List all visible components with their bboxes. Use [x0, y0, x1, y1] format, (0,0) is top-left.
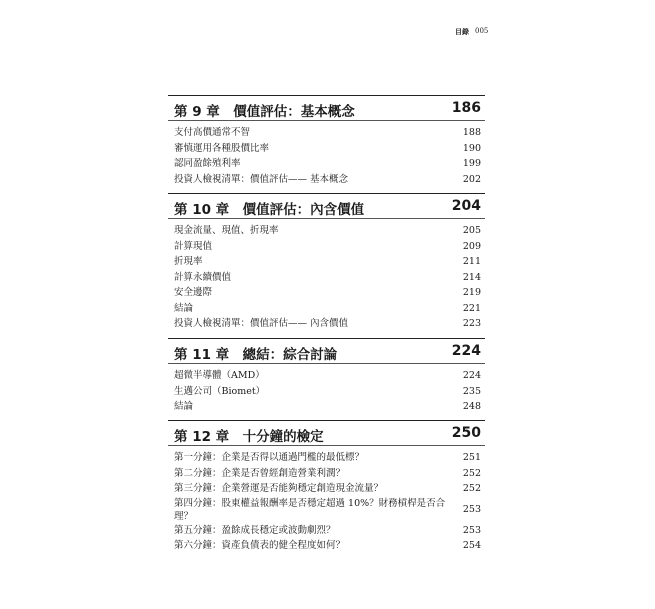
toc-entry	[168, 156, 485, 172]
toc-entry-page: 253	[462, 524, 481, 536]
chapter-heading	[168, 420, 485, 445]
chapter-rule	[168, 445, 485, 446]
toc-entry-page: 188	[462, 127, 481, 138]
toc-entry-label: 投資人檢視清單：價值評估—— 內含價值	[174, 318, 349, 329]
toc-entry-label: 結論	[174, 401, 194, 412]
toc-entry-page: 205	[462, 225, 481, 236]
toc-entry-label: 現金流量、現值、折現率	[174, 225, 279, 236]
toc-entry-page: 235	[462, 385, 481, 397]
chapter-9	[168, 95, 485, 187]
toc-entry-page: 199	[462, 158, 481, 169]
chapter-rule	[168, 120, 485, 121]
chapter-11	[168, 338, 485, 415]
running-head-title: 目錄	[455, 28, 469, 36]
toc-entry-label: 結論	[174, 302, 194, 314]
toc-entry-label: 計算永續價值	[174, 271, 232, 283]
toc-entry-label: 認同盈餘殖利率	[174, 158, 241, 169]
chapter-heading	[168, 338, 485, 363]
toc-entry	[168, 172, 485, 188]
toc-entry	[168, 239, 485, 255]
toc-entry-label: 第四分鐘：股東權益報酬率是否穩定超過 10%？財務槓桿是否合理？	[174, 497, 446, 522]
chapter-page-number: 250	[451, 425, 481, 441]
toc-entry-label: 折現率	[174, 256, 203, 267]
toc-entry	[168, 399, 485, 415]
toc-entry-label: 超微半導體（AMD）	[174, 370, 265, 381]
toc-entry	[168, 384, 485, 400]
toc-entry	[168, 301, 485, 317]
chapter-rule	[168, 218, 485, 219]
toc-entry-page: 252	[462, 467, 481, 479]
toc-entry-label: 第六分鐘：資產負債表的健全程度如何？	[174, 540, 346, 551]
toc-entry-label: 生邁公司（Biomet）	[174, 385, 266, 397]
toc-entry	[168, 450, 485, 466]
toc-entry	[168, 523, 485, 539]
chapter-heading	[168, 95, 485, 120]
running-head	[0, 27, 655, 39]
toc-entry	[168, 497, 485, 523]
toc-entry-label: 投資人檢視清單：價值評估—— 基本概念	[174, 173, 349, 185]
toc-entry	[168, 316, 485, 332]
toc-entry	[168, 466, 485, 482]
chapter-title: 第 12 章 十分鐘的檢定	[174, 429, 324, 445]
toc-entry-label: 第三分鐘：企業營運是否能夠穩定創造現金流量？	[174, 483, 384, 494]
toc-entry-page: 221	[462, 302, 481, 314]
toc-entry-page: 251	[462, 452, 481, 463]
chapter-title: 第 11 章 總結：綜合討論	[174, 347, 338, 363]
toc-entry-label: 支付高價通常不智	[174, 127, 251, 138]
chapter-10	[168, 193, 485, 332]
toc-entry	[168, 223, 485, 239]
chapter-12	[168, 420, 485, 554]
toc-entry-page: 219	[462, 287, 481, 298]
toc-entry-label: 第五分鐘：盈餘成長穩定或波動劇烈？	[174, 524, 336, 536]
chapter-heading	[168, 193, 485, 218]
toc-entry-page: 209	[462, 240, 481, 252]
toc-entry-page: 211	[462, 256, 481, 267]
toc-entry-page: 248	[462, 401, 481, 412]
toc-entry-page: 253	[462, 503, 481, 515]
chapter-page-number: 186	[451, 100, 481, 116]
toc-entry-page: 214	[462, 271, 481, 283]
toc-entry-page: 223	[462, 318, 481, 329]
toc-entry-label: 審慎運用各種股價比率	[174, 142, 270, 154]
chapter-title: 第 9 章 價值評估：基本概念	[174, 104, 355, 120]
toc-entry-label: 計算現值	[174, 240, 213, 252]
toc-entry-label: 第二分鐘：企業是否曾經創造營業利潤？	[174, 467, 346, 479]
toc-entry-page: 224	[462, 370, 481, 381]
chapter-title: 第 10 章 價值評估：內含價值	[174, 202, 365, 218]
toc-entry	[168, 141, 485, 157]
running-head-page-number: 005	[475, 27, 489, 35]
toc-entry	[168, 270, 485, 286]
toc-entry-page: 252	[462, 483, 481, 494]
toc-entry-label: 安全邊際	[174, 287, 213, 298]
toc-entry-page: 202	[462, 173, 481, 185]
toc-entry	[168, 125, 485, 141]
toc-entry-label: 第一分鐘：企業是否得以通過門檻的最低標？	[174, 452, 365, 463]
toc-entry	[168, 285, 485, 301]
toc-entry	[168, 254, 485, 270]
toc-entry	[168, 481, 485, 497]
chapter-page-number: 224	[451, 343, 481, 359]
toc-entry-page: 190	[462, 142, 481, 154]
toc-entry	[168, 368, 485, 384]
chapter-rule	[168, 363, 485, 364]
toc-entry	[168, 538, 485, 554]
chapter-page-number: 204	[451, 198, 481, 214]
toc-entry-page: 254	[462, 540, 481, 551]
